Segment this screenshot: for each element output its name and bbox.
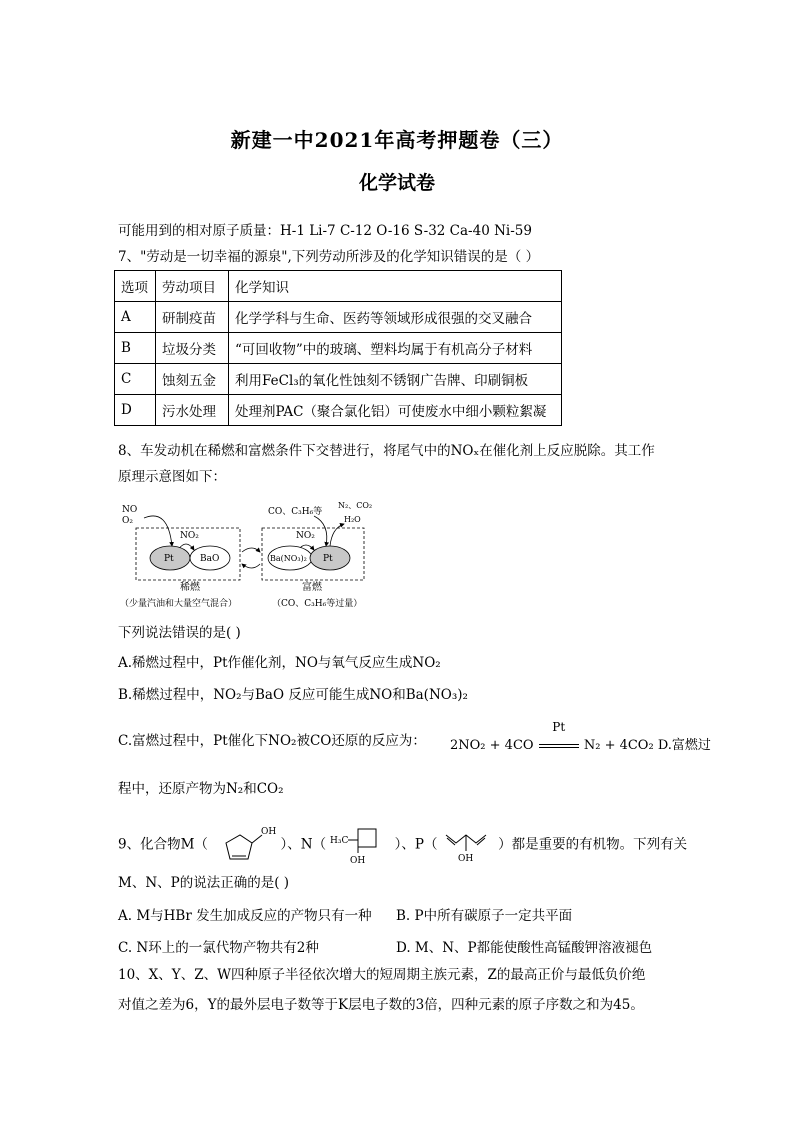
q9-option-b: B. P中所有碳原子一定共平面 [396,908,573,924]
q9-suffix: ）都是重要的有机物。下列有关 [498,836,688,853]
table-cell: D [115,395,156,426]
rich-output-n2-co2: N₂、CO₂ [338,501,373,510]
compound-p-structure [442,825,494,865]
table-cell: C [115,364,156,395]
q9-mid2: ）、P（ [394,836,438,853]
q10-line1: 10、X、Y、Z、W四种原子半径依次增大的短周期主族元素，Z的最高正价与最低负价绝 [118,967,646,983]
table-row [115,395,562,426]
table-cell: 垃圾分类 [156,333,229,364]
q8-option-a: A.稀燃过程中，Pt作催化剂，NO与氧气反应生成NO₂ [118,655,441,671]
bao-label: BaO [200,554,220,564]
lean-input-o2: O₂ [122,516,133,526]
table-row [115,333,562,364]
atomic-masses: 可能用到的相对原子质量：H-1 Li-7 C-12 O-16 S-32 Ca-40 Ni-59 [118,223,532,239]
table-cell: A [115,302,156,333]
lean-label: 稀燃 [180,582,200,593]
table-cell: “可回收物”中的玻璃、塑料均属于有机高分子材料 [229,333,562,364]
m-oh-label: OH [261,827,277,837]
q8-stem-line1: 8、车发动机在稀燃和富燃条件下交替进行，将尾气中的NOₓ在催化剂上反应脱除。其工作 [118,443,655,459]
cycle-arrow-icon [242,564,260,568]
q9-option-a: A. M与HBr 发生加成反应的产物只有一种 [118,908,372,924]
q8-option-c: C.富燃过程中，Pt催化下NO₂被CO还原的反应为： [118,733,426,749]
q8-option-d-tail: 程中，还原产物为N₂和CO₂ [118,781,284,797]
q8-ask: 下列说法错误的是( ) [118,625,241,641]
catalyst-label: Pt [552,720,566,734]
lean-no2-label: NO₂ [180,531,199,541]
table-header-cell: 劳动项目 [156,271,229,302]
q9-line [118,825,687,865]
q10-line2: 对值之差为6，Y的最外层电子数等于K层电子数的3倍，四种元素的原子序数之和为45。 [118,997,644,1013]
nox-diagram [118,494,378,614]
rich-label: 富燃 [302,582,322,593]
q8-stem-line2: 原理示意图如下： [118,469,226,485]
q9-mid1: ）、N（ [280,836,327,853]
table-cell: B [115,333,156,364]
q9-prefix: 9、化合物M（ [118,836,208,853]
pt-label: Pt [164,554,174,564]
table-cell: 蚀刻五金 [156,364,229,395]
rich-no2-label: NO₂ [296,531,315,541]
table-cell: 研制疫苗 [156,302,229,333]
q9-option-d: D. M、N、P都能使酸性高锰酸钾溶液褪色 [396,940,653,956]
cycle-arrow-icon [242,548,260,552]
compound-m-structure [212,825,276,865]
table-row [115,302,562,333]
lean-input-no: NO [122,505,138,515]
table-header-cell: 化学知识 [229,271,562,302]
q7-stem: 7、"劳动是一切幸福的源泉",下列劳动所涉及的化学知识错误的是（ ） [118,249,540,265]
equation-right: N₂ + 4CO₂ [583,738,654,753]
pt-label: Pt [323,554,333,564]
q9-line2: M、N、P的说法正确的是( ) [118,875,290,891]
n-ch3-label: H₃C [330,836,349,846]
ba-no3-label: Ba(NO₃)₂ [270,554,307,563]
table-cell: 处理剂PAC（聚合氯化铝）可使废水中细小颗粒絮凝 [229,395,562,426]
table-cell: 利用FeCl₃的氧化性蚀刻不锈钢广告牌、印刷铜板 [229,364,562,395]
q8-option-b: B.稀燃过程中，NO₂与BaO 反应可能生成NO和Ba(NO₃)₂ [118,687,468,703]
q9-option-c: C. N环上的一氯代物产物共有2种 [118,940,319,956]
reaction-equation [450,720,711,753]
table-header-cell: 选项 [115,271,156,302]
p-oh-label: OH [457,854,474,864]
rich-note: （CO、C₃H₆等过量） [272,599,363,609]
q8-option-d-head: D.富燃过 [657,738,711,753]
equation-arrow [538,720,580,753]
page-subtitle: 化学试卷 [358,172,435,194]
compound-n-structure [330,825,390,865]
table-header-row [115,271,562,302]
rich-output-h2o: H₂O [344,515,361,524]
equation-left: 2NO₂ + 4CO [450,738,534,753]
page-title: 新建一中2021年高考押题卷（三） [230,128,564,152]
n-oh-label: OH [350,856,366,865]
table-cell: 污水处理 [156,395,229,426]
q7-table [114,270,562,426]
table-row [115,364,562,395]
table-cell: 化学学科与生命、医药等领域形成很强的交叉融合 [229,302,562,333]
rich-input: CO、C₃H₆等 [268,507,323,517]
lean-note: （少量汽油和大量空气混合） [120,599,238,609]
